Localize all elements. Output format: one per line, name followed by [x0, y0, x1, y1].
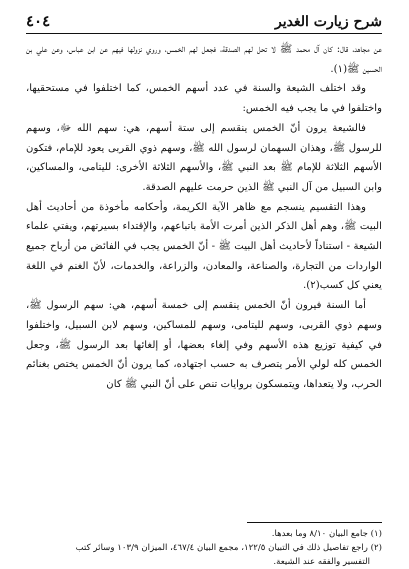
page-number: ٤٠٤	[26, 12, 51, 30]
footnote-2: (٢) راجع تفاصيل ذلك في التبيان ١٢٢/٥، مجمع البيان ٤٦٧/٤، الميزان ١٠٣/٩ وسائر كتب	[75, 543, 382, 553]
main-text	[26, 40, 382, 395]
paragraph-1: عن مجاهد، قال: كان آل محمد ﷺ لا تحل لهم الصدقة، فجعل لهم الخمس، وروي نزولها فيهم عن ابن عباس، وعن علي بن الحسين ﷺ(١).	[26, 44, 382, 75]
footnote-divider	[247, 522, 382, 523]
footnote-1: (١) جامع البيان ٨/١٠ وما بعدها.	[271, 529, 382, 539]
paragraph-2: وقد اختلف الشيعة والسنة في عدد أسهم الخمس، كما اختلفوا في مستحقيها، واختلفوا في ما يجب فيه الخمس:	[26, 83, 382, 115]
footnote-2-continuation: التفسير والفقه عند الشيعة.	[273, 557, 370, 567]
footnotes	[26, 527, 382, 569]
paragraph-4: وهذا التقسيم ينسجم مع ظاهر الآية الكريمة، وأحكامه مأخوذة من أحاديث أهل البيت ﷺ، وهم أهل الذكر الذين أمرت الأمة باتباعهم، والإقتداء بسيرتهم، ويفتي علماء الشيعة - استناداً لأحاديث أهل البيت ﷺ - أنّ الخمس يجب في الفائض من أرباح جميع الواردات من التجارة، والصناعة، والمعادن، والزراعة، والخدمات، لأنّ الغنم في اللغة يعني كل كسب(٢).	[26, 201, 382, 292]
paragraph-3: فالشيعة يرون أنّ الخمس ينقسم إلى ستة أسهم، هي: سهم الله ﷻ، وسهم للرسول ﷺ، وهذان السهمان لرسول الله ﷺ، وسهم ذوي القربى يعود للإمام، فتكون الأسهم الثلاثة للإمام ﷺ بعد النبي ﷺ، والأسهم الثلاثة الأخرى: لليتامى، والمساكين، وابن السبيل من آل النبي ﷺ الذين حرمت عليهم الصدقة.	[26, 122, 382, 193]
page-header	[26, 10, 382, 30]
running-title: شرح زيارت الغدير	[275, 14, 382, 30]
header-divider	[26, 33, 382, 34]
paragraph-5: أما السنة فيرون أنّ الخمس ينقسم إلى خمسة أسهم، هي: سهم الرسول ﷺ، وسهم ذوي القربى، وسهم لليتامى، وسهم للمساكين، وسهم لابن السبيل، واختلفوا في كيفية توزيع هذه الأسهم وفي إلغاء بعضها، أو إلغائها بعد الرسول ﷺ، وجعل الخمس كله لولي الأمر يتصرف به حسب اجتهاده، كما يرون أنّ الخمس يختص بغنائم الحرب، ولا يتعداها، ويتمسكون بروايات تنص على أنّ النبي ﷺ كان	[26, 300, 382, 390]
